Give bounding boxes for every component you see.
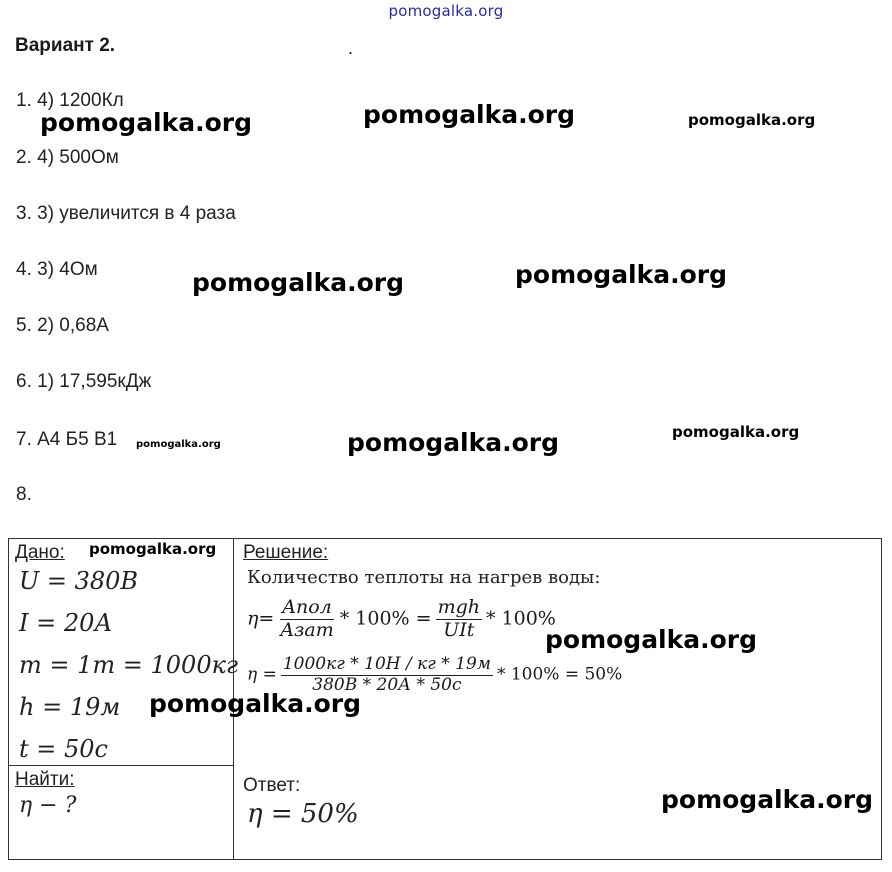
answer-6: 6. 1) 17,595кДж <box>16 371 152 392</box>
stray-mark: . <box>348 38 354 58</box>
formula-tail: * 100% = 50% <box>496 664 623 685</box>
watermark: pomogalka.org <box>515 260 728 289</box>
formula-denominator: Aзат <box>280 618 334 641</box>
formula-lhs: η= <box>247 607 275 630</box>
formula-denominator: 380В * 20А * 50с <box>312 674 462 695</box>
formula-numerator: mgh <box>437 596 480 618</box>
answer-1: 1. 4) 1200Кл <box>16 90 124 111</box>
formula-denominator: UIt <box>443 618 475 641</box>
given-height: h = 19м <box>19 693 121 721</box>
watermark: pomogalka.org <box>136 439 221 450</box>
formula-lhs: η = <box>247 664 277 685</box>
given-current: I = 20А <box>19 609 113 637</box>
formula-numerator: 1000кг * 10Н / кг * 19м <box>282 654 491 674</box>
watermark: pomogalka.org <box>545 625 758 654</box>
answer-label: Ответ: <box>243 775 301 796</box>
formula-tail: * 100% <box>486 607 556 630</box>
answer-2: 2. 4) 500Ом <box>16 147 119 168</box>
answer-3: 3. 3) увеличится в 4 раза <box>16 203 236 224</box>
given-time: t = 50с <box>19 735 108 763</box>
watermark: pomogalka.org <box>688 111 816 129</box>
watermark: pomogalka.org <box>192 268 405 297</box>
answer-7: 7. А4 Б5 В1 <box>16 429 118 450</box>
given-mass: m = 1т = 1000кг <box>19 651 239 679</box>
given-voltage: U = 380В <box>19 567 139 595</box>
formula-numerator: Aпол <box>282 596 332 618</box>
watermark: pomogalka.org <box>40 108 253 137</box>
watermark: pomogalka.org <box>89 540 217 558</box>
watermark: pomogalka.org <box>661 785 874 814</box>
find-label: Найти: <box>15 769 75 790</box>
formula-middle: * 100% = <box>339 607 432 630</box>
page-title: Вариант 2. <box>15 35 116 56</box>
answer-4: 4. 3) 4Ом <box>16 259 98 280</box>
solution-table <box>8 538 882 860</box>
final-answer: η = 50% <box>247 799 359 829</box>
answer-8: 8. <box>16 484 32 505</box>
watermark: pomogalka.org <box>149 689 362 718</box>
watermark: pomogalka.org <box>672 423 800 441</box>
given-label: Дано: <box>15 542 65 563</box>
answer-5: 5. 2) 0,68А <box>16 315 109 336</box>
watermark: pomogalka.org <box>347 428 560 457</box>
table-divider <box>9 765 233 766</box>
efficiency-formula <box>247 597 556 642</box>
solution-label: Решение: <box>243 542 329 563</box>
solution-heading: Количество теплоты на нагрев воды: <box>247 567 601 588</box>
watermark: pomogalka.org <box>363 100 576 129</box>
header-url: pomogalka.org <box>388 2 504 20</box>
find-value: η − ? <box>19 793 77 818</box>
